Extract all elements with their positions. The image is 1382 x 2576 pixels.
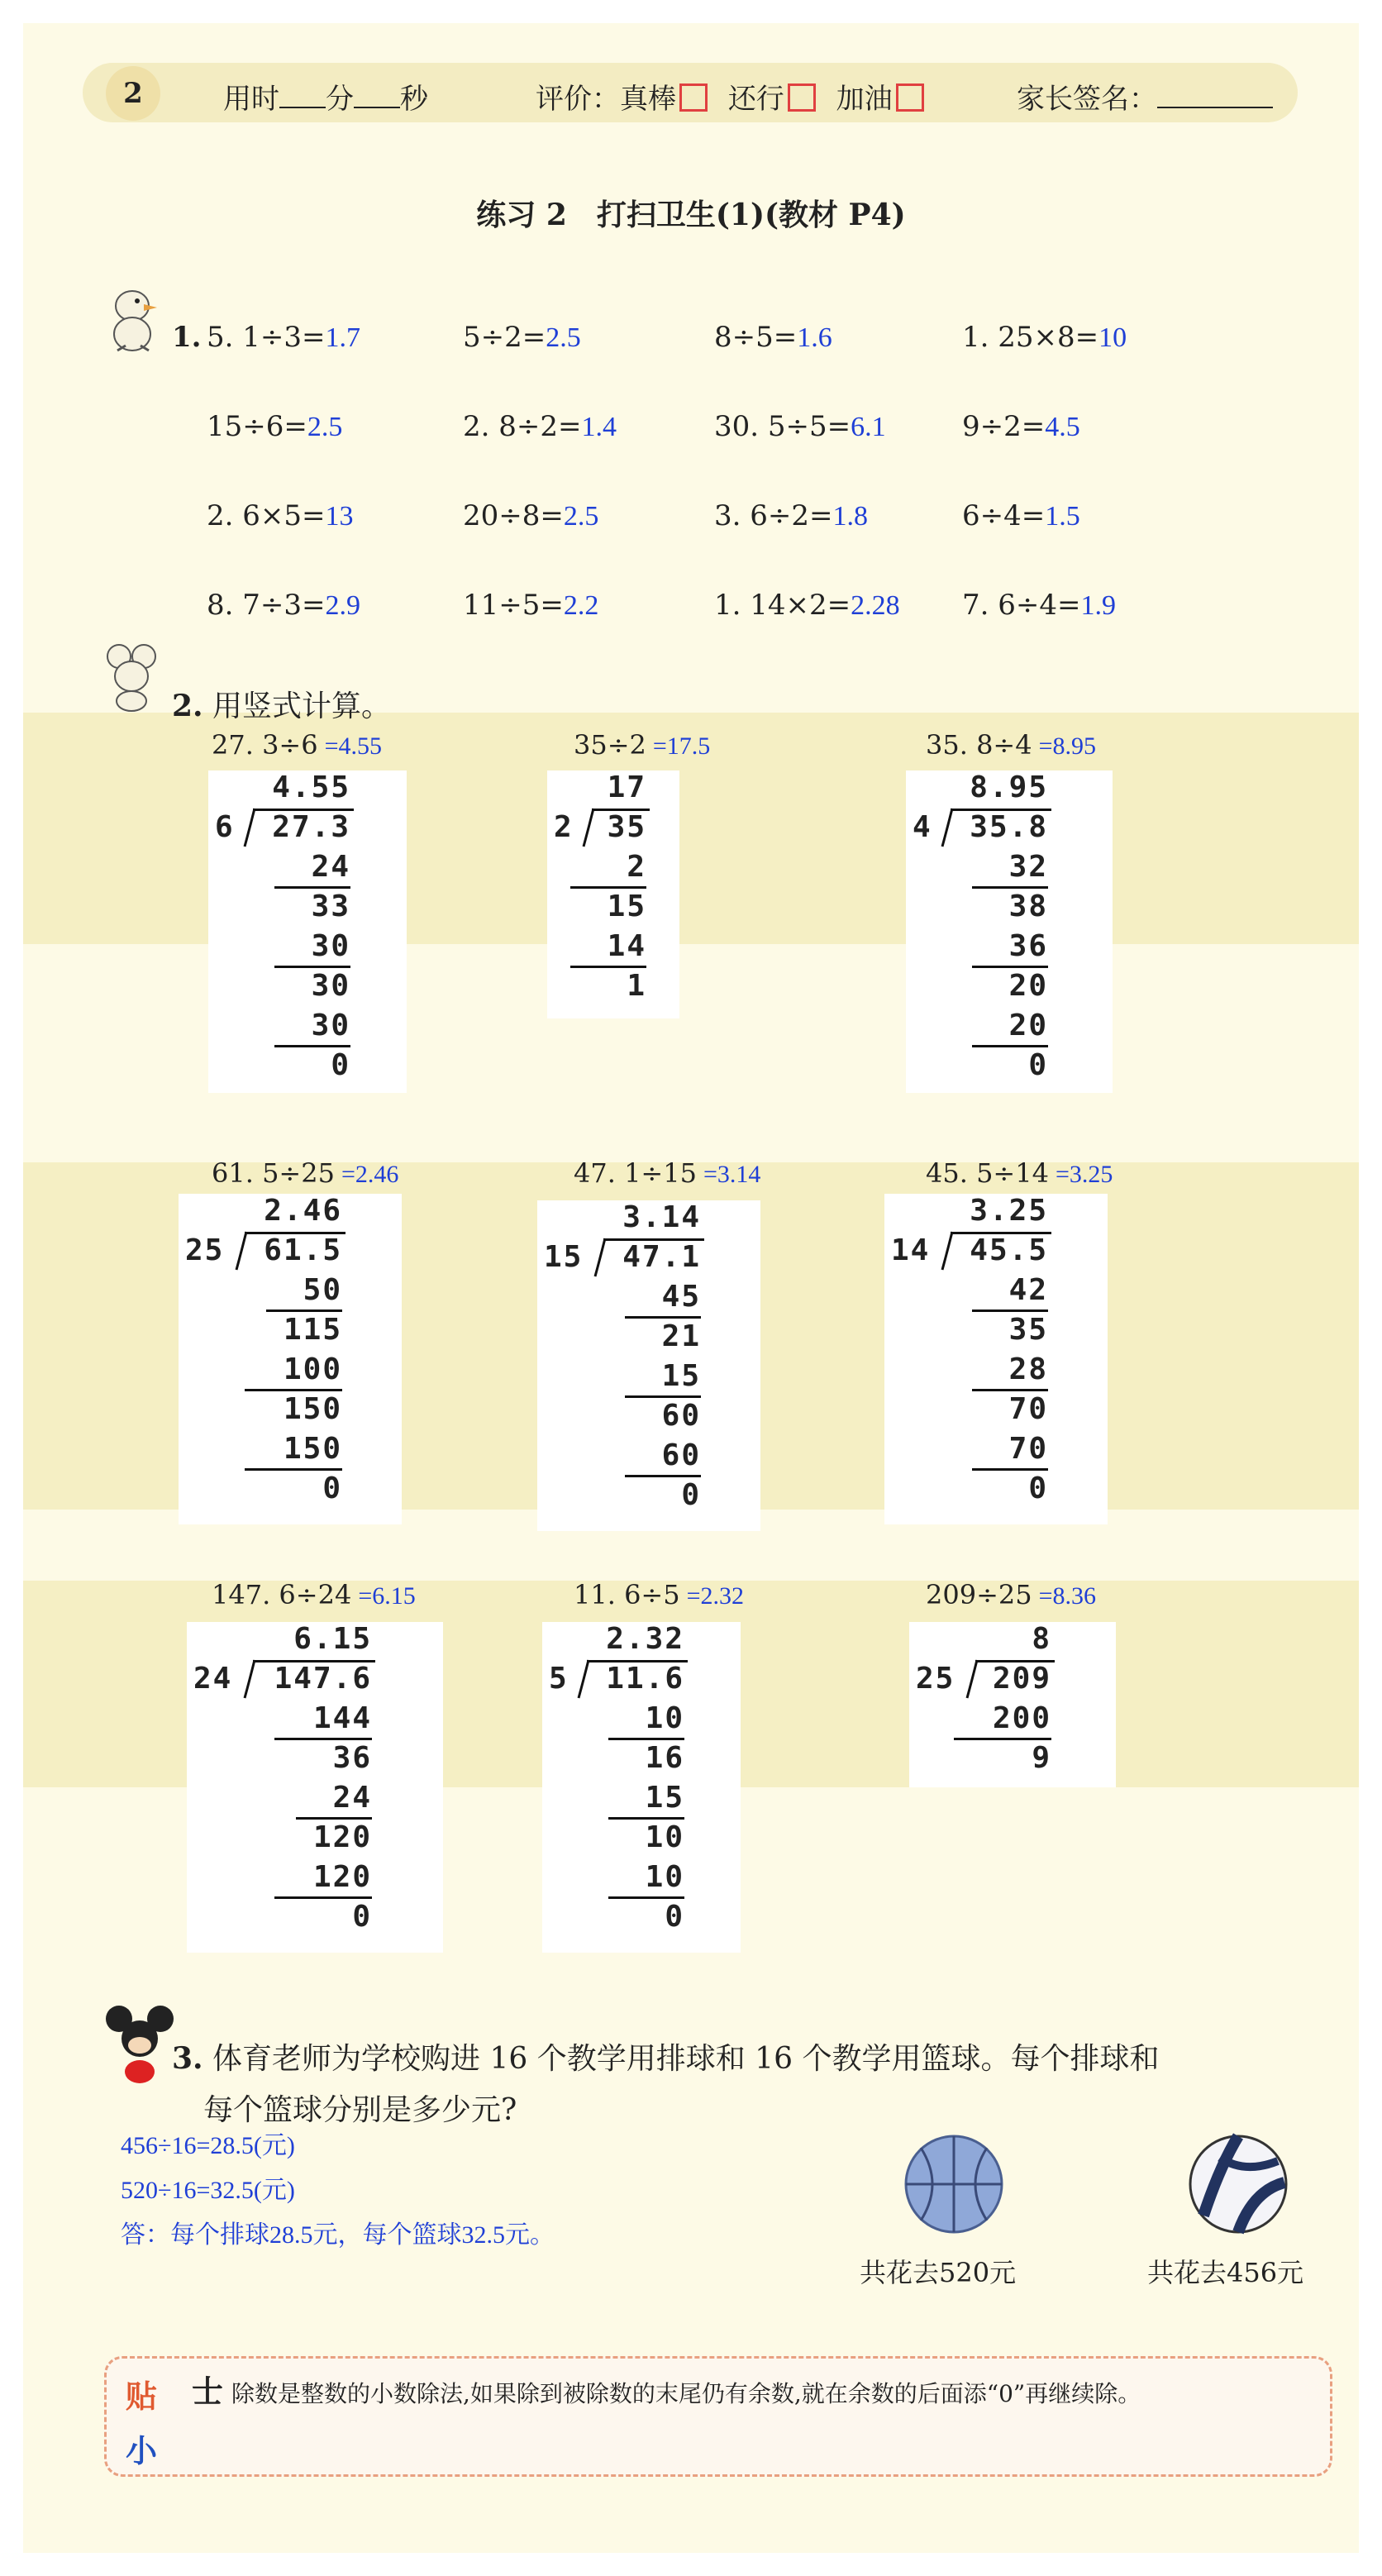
q1-answer: 1.8 xyxy=(832,501,868,532)
q3-answer: 答：每个排球28.5元，每个篮球32.5元。 xyxy=(121,2221,555,2249)
divisor: 6 xyxy=(215,810,235,844)
division-step: 30 xyxy=(311,1009,350,1042)
q1-answer: 13 xyxy=(325,501,354,532)
division-rule xyxy=(972,1389,1048,1391)
q2-problem-label xyxy=(926,1157,1113,1189)
division-rule xyxy=(570,966,646,968)
division-bracket xyxy=(593,1237,613,1278)
q1-item xyxy=(962,410,1080,443)
division-step: 24 xyxy=(311,850,350,884)
q2-problem-label xyxy=(926,729,1096,761)
q1-item xyxy=(207,321,360,354)
q2-answer: =3.14 xyxy=(703,1161,761,1188)
quotient: 4.55 xyxy=(272,770,350,804)
q1-expression: 2. 6×5= xyxy=(207,499,326,532)
division-step: 2 xyxy=(627,850,646,884)
division-rule xyxy=(954,1738,1051,1740)
division-step: 45 xyxy=(661,1280,701,1314)
division-rule xyxy=(274,1896,372,1899)
tip-char-2: 士 xyxy=(192,2373,224,2410)
division-step: 10 xyxy=(645,1701,684,1735)
q1-answer: 10 xyxy=(1098,322,1127,353)
division-rule xyxy=(274,1045,350,1047)
division-step: 120 xyxy=(312,1820,372,1854)
quotient: 8.95 xyxy=(970,770,1048,804)
mickey-mascot-icon xyxy=(102,2004,177,2087)
dividend: 45.5 xyxy=(970,1233,1048,1267)
q1-answer: 2.9 xyxy=(325,590,360,621)
divisor: 5 xyxy=(549,1662,569,1696)
division-rule xyxy=(972,1045,1048,1047)
long-division xyxy=(187,1622,443,1953)
division-bracket xyxy=(941,1230,960,1271)
division-step: 10 xyxy=(645,1860,684,1894)
division-step: 33 xyxy=(311,890,350,923)
rating-checkbox-1[interactable] xyxy=(679,83,708,112)
q1-answer: 2.28 xyxy=(851,590,900,621)
q1-expression: 8. 7÷3= xyxy=(207,589,326,622)
division-step: 60 xyxy=(661,1399,701,1433)
division-rule xyxy=(296,1817,372,1820)
q1-expression: 11÷5= xyxy=(463,589,564,622)
q1-item xyxy=(463,499,598,532)
dividend: 27.3 xyxy=(272,810,350,844)
q2-answer: =17.5 xyxy=(652,732,711,760)
q1-expression: 8÷5= xyxy=(714,321,798,354)
division-step: 14 xyxy=(607,929,646,963)
divisor: 15 xyxy=(544,1240,584,1274)
q3-work-2: 520÷16=32.5(元) xyxy=(121,2177,295,2204)
page-title: 练习 2 打扫卫生(1)(教材 P4) xyxy=(476,198,906,232)
division-step: 150 xyxy=(283,1432,342,1466)
quotient: 8 xyxy=(1032,1622,1051,1656)
q2-expression: 147. 6÷24 xyxy=(212,1579,352,1610)
division-step: 0 xyxy=(1028,1048,1048,1082)
division-step: 0 xyxy=(322,1472,342,1505)
q1-item xyxy=(962,589,1116,622)
q2-answer: =2.32 xyxy=(686,1582,745,1610)
tip-char-1: 贴 xyxy=(126,2378,158,2415)
division-step: 0 xyxy=(1028,1472,1048,1505)
q1-item xyxy=(463,410,617,443)
q2-expression: 47. 1÷15 xyxy=(574,1157,697,1189)
division-rule xyxy=(274,1738,372,1740)
q1-answer: 4.5 xyxy=(1045,412,1080,442)
dividend: 35 xyxy=(607,810,646,844)
division-step: 20 xyxy=(1008,969,1048,1003)
q2-answer: =8.95 xyxy=(1038,732,1097,760)
division-step: 70 xyxy=(1008,1392,1048,1426)
quotient: 2.46 xyxy=(264,1194,342,1228)
division-step: 9 xyxy=(1032,1741,1051,1775)
dividend: 47.1 xyxy=(622,1240,701,1274)
division-step: 15 xyxy=(661,1359,701,1393)
divisor: 25 xyxy=(916,1662,955,1696)
q2-problem-label xyxy=(212,729,382,761)
q1-expression: 2. 8÷2= xyxy=(463,410,582,443)
q1-expression: 5. 1÷3= xyxy=(207,321,326,354)
division-step: 0 xyxy=(681,1478,701,1512)
quotient: 17 xyxy=(607,770,646,804)
q2-problem-label xyxy=(574,1579,744,1610)
division-rule xyxy=(274,886,350,889)
q2-expression: 27. 3÷6 xyxy=(212,729,318,761)
divisor: 2 xyxy=(554,810,574,844)
division-step: 0 xyxy=(331,1048,350,1082)
quotient: 3.14 xyxy=(622,1200,701,1234)
division-bracket xyxy=(941,807,960,848)
q2-answer: =4.55 xyxy=(324,732,383,760)
q2-expression: 45. 5÷14 xyxy=(926,1157,1049,1189)
q3-line1: 3. 体育老师为学校购进 16 个教学用排球和 16 个教学用篮球。每个排球和 xyxy=(172,2041,1160,2076)
q1-number: 1. xyxy=(172,321,202,354)
q1-item xyxy=(207,410,342,443)
q1-expression: 1. 14×2= xyxy=(714,589,851,622)
division-rule xyxy=(266,1309,342,1312)
long-division xyxy=(906,770,1113,1093)
rating-checkbox-2[interactable] xyxy=(788,83,816,112)
division-rule xyxy=(608,1738,684,1740)
tip-char-3: 小 xyxy=(126,2433,158,2469)
q1-expression: 15÷6= xyxy=(207,410,307,443)
division-step: 16 xyxy=(645,1741,684,1775)
long-division xyxy=(542,1622,741,1953)
tip-text: 除数是整数的小数除法,如果除到被除数的末尾仍有余数,就在余数的后面添“0”再继续除。 xyxy=(231,2380,1141,2407)
q2-expression: 35. 8÷4 xyxy=(926,729,1032,761)
time-field: 用时 分 秒 xyxy=(223,83,428,116)
mouse-mascot-icon xyxy=(102,640,160,714)
q1-answer: 1.5 xyxy=(1045,501,1080,532)
q2-problem-label xyxy=(212,1157,398,1189)
q1-expression: 9÷2= xyxy=(962,410,1046,443)
q1-item xyxy=(207,589,360,622)
q1-answer: 1.9 xyxy=(1080,590,1116,621)
long-division xyxy=(884,1194,1108,1524)
division-rule xyxy=(972,886,1048,889)
volleyball-icon xyxy=(1187,2133,1289,2235)
q1-expression: 7. 6÷4= xyxy=(962,589,1081,622)
division-rule xyxy=(608,1817,684,1820)
division-step: 10 xyxy=(645,1820,684,1854)
division-rule xyxy=(625,1395,701,1398)
division-step: 50 xyxy=(303,1273,342,1307)
divisor: 4 xyxy=(913,810,932,844)
division-rule xyxy=(245,1468,342,1471)
division-step: 36 xyxy=(332,1741,372,1775)
q1-item xyxy=(714,321,832,354)
q2-expression: 35÷2 xyxy=(574,729,646,761)
division-step: 20 xyxy=(1008,1009,1048,1042)
q1-answer: 2.5 xyxy=(546,322,581,353)
division-bracket xyxy=(582,807,602,848)
volleyball-caption: 共花去456元 xyxy=(1147,2257,1304,2288)
q1-expression: 5÷2= xyxy=(463,321,546,354)
division-step: 144 xyxy=(312,1701,372,1735)
long-division xyxy=(537,1200,760,1531)
q2-problem-label xyxy=(574,1157,760,1189)
division-step: 15 xyxy=(645,1781,684,1815)
q2-answer: =2.46 xyxy=(341,1161,399,1188)
q2-problem-label xyxy=(212,1579,416,1610)
division-bracket xyxy=(965,1658,985,1700)
q1-expression: 1. 25×8= xyxy=(962,321,1099,354)
division-step: 36 xyxy=(1008,929,1048,963)
dividend: 209 xyxy=(992,1662,1051,1696)
long-division xyxy=(179,1194,402,1524)
division-bracket xyxy=(577,1658,597,1700)
division-rule xyxy=(625,1316,701,1319)
dividend: 147.6 xyxy=(274,1662,372,1696)
q1-expression: 20÷8= xyxy=(463,499,564,532)
q1-answer: 2.5 xyxy=(307,412,343,442)
division-rule xyxy=(972,1309,1048,1312)
divisor: 24 xyxy=(193,1662,233,1696)
quotient: 6.15 xyxy=(293,1622,372,1656)
division-step: 115 xyxy=(283,1313,342,1347)
q1-item xyxy=(962,499,1080,532)
q1-answer: 1.4 xyxy=(581,412,617,442)
division-step: 0 xyxy=(665,1900,684,1934)
division-step: 28 xyxy=(1008,1352,1048,1386)
long-division xyxy=(909,1622,1116,1787)
quotient: 2.32 xyxy=(606,1622,684,1656)
q1-answer: 1.7 xyxy=(325,322,360,353)
dividend: 35.8 xyxy=(970,810,1048,844)
basketball-caption: 共花去520元 xyxy=(860,2257,1017,2288)
parent-signature-field: 家长签名： xyxy=(1017,76,1273,117)
q1-answer: 1.6 xyxy=(797,322,832,353)
division-step: 0 xyxy=(352,1900,372,1934)
q1-item xyxy=(962,321,1127,354)
rating-field: 评价：真棒 还行 加油 xyxy=(536,76,924,117)
basketball-icon xyxy=(903,2133,1005,2235)
q1-item xyxy=(714,589,900,622)
division-step: 1 xyxy=(627,969,646,1003)
division-step: 70 xyxy=(1008,1432,1048,1466)
division-rule xyxy=(274,966,350,968)
q2-answer: =8.36 xyxy=(1038,1582,1097,1610)
q1-item xyxy=(714,410,886,443)
q1-answer: 6.1 xyxy=(851,412,886,442)
division-bracket xyxy=(243,807,263,848)
q2-expression: 11. 6÷5 xyxy=(574,1579,680,1610)
division-step: 120 xyxy=(312,1860,372,1894)
q2-problem-label xyxy=(926,1579,1096,1610)
division-step: 30 xyxy=(311,969,350,1003)
division-step: 60 xyxy=(661,1438,701,1472)
division-rule xyxy=(972,966,1048,968)
division-step: 200 xyxy=(992,1701,1051,1735)
q2-expression: 61. 5÷25 xyxy=(212,1157,335,1189)
q2-answer: =6.15 xyxy=(358,1582,416,1610)
q3-work-1: 456÷16=28.5(元) xyxy=(121,2132,295,2159)
rating-checkbox-3[interactable] xyxy=(896,83,924,112)
long-division xyxy=(208,770,407,1093)
division-bracket xyxy=(243,1658,263,1700)
long-division xyxy=(547,770,679,1018)
division-step: 30 xyxy=(311,929,350,963)
q2-problem-label xyxy=(574,729,710,761)
page-number: 2 xyxy=(106,66,160,121)
q1-item xyxy=(463,321,581,354)
q1-expression: 3. 6÷2= xyxy=(714,499,833,532)
division-step: 32 xyxy=(1008,850,1048,884)
division-rule xyxy=(972,1468,1048,1471)
q3-line2: 每个篮球分别是多少元? xyxy=(203,2093,517,2127)
duck-mascot-icon xyxy=(102,281,160,355)
q1-answer: 2.5 xyxy=(563,501,599,532)
dividend: 11.6 xyxy=(606,1662,684,1696)
q1-expression: 30. 5÷5= xyxy=(714,410,851,443)
dividend: 61.5 xyxy=(264,1233,342,1267)
division-step: 24 xyxy=(332,1781,372,1815)
q1-expression: 6÷4= xyxy=(962,499,1046,532)
q2-expression: 209÷25 xyxy=(926,1579,1032,1610)
q2-answer: =3.25 xyxy=(1055,1161,1113,1188)
q2-heading: 2. 用竖式计算。 xyxy=(172,689,392,723)
division-step: 100 xyxy=(283,1352,342,1386)
division-bracket xyxy=(235,1230,255,1271)
division-rule xyxy=(570,886,646,889)
division-step: 21 xyxy=(661,1319,701,1353)
q1-item xyxy=(207,499,354,532)
division-rule xyxy=(245,1389,342,1391)
division-step: 42 xyxy=(1008,1273,1048,1307)
q1-item xyxy=(463,589,598,622)
quotient: 3.25 xyxy=(970,1194,1048,1228)
division-rule xyxy=(608,1896,684,1899)
division-step: 35 xyxy=(1008,1313,1048,1347)
divisor: 14 xyxy=(891,1233,931,1267)
q1-item xyxy=(714,499,868,532)
divisor: 25 xyxy=(185,1233,225,1267)
division-step: 38 xyxy=(1008,890,1048,923)
division-step: 150 xyxy=(283,1392,342,1426)
division-rule xyxy=(625,1475,701,1477)
division-step: 15 xyxy=(607,890,646,923)
q1-answer: 2.2 xyxy=(563,590,599,621)
